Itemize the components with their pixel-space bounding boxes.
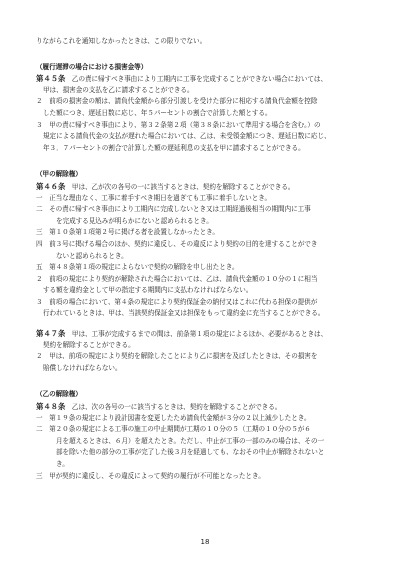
text-line: ２ 前項の規定により契約が解除された場合においては、乙は、請負代金額の１０分の１に相当 (36, 274, 318, 283)
text-line: りながらこれを通知しなかったときは、この限りでない。 (36, 37, 207, 45)
section-heading: （甲の解除権） (36, 170, 82, 179)
text-line: ３ 甲の責に帰すべき事由により、第３２条第２項（第３８条において準用する場合を含む。）の (36, 120, 321, 129)
article-number: 第４８条 (36, 402, 66, 412)
text-line: 行われているときは、甲は、当該契約保証金又は担保をもって違約金に充当することができる。 (43, 309, 325, 318)
text-line: ２ 甲は、前項の規定により契約を解除したことにより乙に損害を及ぼしたときは、その損害を (36, 352, 318, 361)
text-line: き。 (56, 460, 69, 468)
text-line: する額を違約金として甲の指定する期間内に支払わなければならない。 (43, 286, 253, 295)
text-line: 契約を解除することができる。 (43, 340, 135, 349)
article-number: 第４５条 (36, 74, 66, 84)
text-line: 一 正当な理由なく、工事に着手すべき期日を過ぎても工事に着手しないとき。 (36, 193, 272, 202)
article-text: 乙は、次の各号の一に該当するときは、契約を解除することができる。 (65, 403, 282, 412)
article-line (36, 181, 380, 193)
text-line: 四 前３号に掲げる場合のほか、契約に違反し、その違反により契約の目的を達することができ (36, 239, 318, 248)
text-line: ２ 前項の損害金の額は、請負代金額から部分引渡しを受けた部分に相応する請負代金額を控除 (36, 97, 318, 106)
text-line: 二 第２０条の規定による工事の施工の中止期間が工期の１０分の５（工期の１０分の５が６ (36, 425, 311, 434)
text-line: 二 その責に帰すべき事由により工期内に完成しないとき又は工期経過後相当の期間内に工事 (36, 205, 311, 214)
article-number: 第４６条 (36, 181, 66, 191)
text-line: ３ 前項の場合において、第４条の規定により契約保証金の納付又はこれに代わる担保の提供が (36, 297, 318, 306)
article-text: 甲は、乙が次の各号の一に該当するときは、契約を解除することができる。 (65, 182, 295, 191)
article-text: 乙の責に帰すべき事由により工期内に工事を完成することができない場合においては、 (65, 75, 327, 84)
article-line (36, 401, 380, 413)
document-body (36, 36, 380, 482)
text-line: 年３．７パーセントの割合で計算した額の遅延利息の支払を甲に請求することができる。 (43, 143, 305, 152)
article-text: 甲は、工事が完成するまでの間は、前条第１項の規定によるほか、必要があるときは、 (65, 330, 328, 339)
text-line: 一 第１９条の規定により設計図書を変更したため請負代金額が３分の２以上減少したとき。 (36, 413, 311, 422)
text-line: 月を超えるときは、６月）を超えたとき。ただし、中止が工事の一部のみの場合は、その一 (56, 436, 325, 445)
text-line: した額につき、遅延日数に応じ、年５パーセントの割合で計算した額とする。 (43, 108, 272, 117)
section-heading: （履行遅滞の場合における損害金等） (36, 62, 148, 71)
text-line: 規定による請負代金の支払が遅れた場合においては、乙は、未受領金額につき、遅延日数に応じ、 (43, 132, 331, 141)
article-line (36, 73, 380, 85)
article-number: 第４７条 (36, 329, 66, 339)
article-line (36, 328, 380, 340)
section-heading: （乙の解除権） (36, 390, 82, 399)
text-line: を完成する見込みが明らかにないと認められるとき。 (56, 216, 213, 225)
text-line: 甲は、損害金の支払を乙に請求することができる。 (43, 85, 194, 94)
text-line: 三 第１０条第１項第２号に掲げる者を設置しなかったとき。 (36, 228, 219, 237)
text-line: 部を除いた他の部分の工事が完了した後３月を経過しても、なおその中止が解除されないと (56, 448, 325, 457)
page-number: 18 (200, 538, 210, 546)
text-line: 賠償しなければならない。 (43, 363, 122, 372)
text-line: ないと認められるとき。 (56, 251, 128, 260)
text-line: 五 第４８条第１項の規定によらないで契約の解除を申し出たとき。 (36, 263, 239, 272)
text-line: 三 甲が契約に違反し、その違反によって契約の履行が不可能となったとき。 (36, 471, 265, 480)
